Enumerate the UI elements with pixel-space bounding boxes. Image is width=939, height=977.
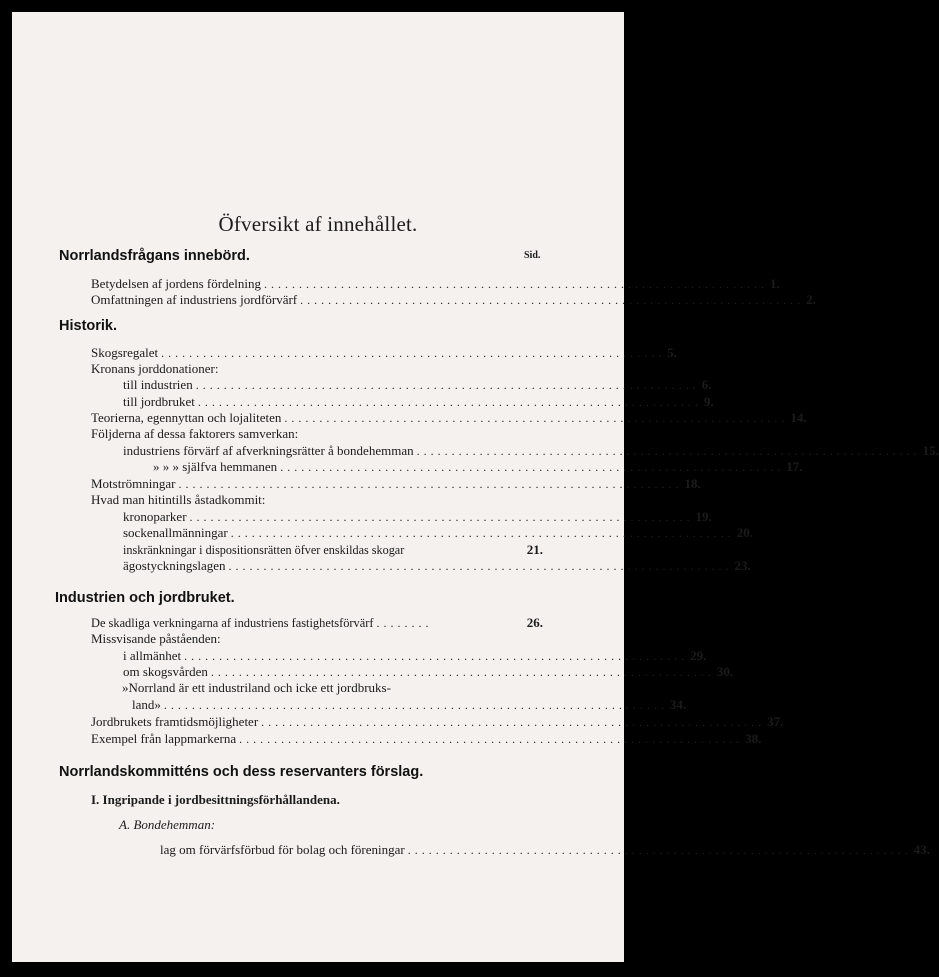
toc-subheading: Kronans jorddonationer: [91, 361, 219, 376]
toc-subheading: Hvad man hitintills åstadkommit: [91, 492, 266, 507]
entry-page: 38. [745, 731, 762, 746]
entry-page: 43. [913, 842, 930, 857]
section-heading: Norrlandskommitténs och dess reservanters förslag. [59, 764, 424, 780]
leader-dots: ........................................................................ [280, 460, 785, 474]
toc-entry [123, 558, 751, 574]
leader-dots: ........................................................................ [161, 346, 666, 360]
toc-entry [91, 292, 816, 308]
entry-label: Exempel från lappmarkerna [91, 731, 237, 746]
leader-dots: ........................................................................ [416, 444, 921, 458]
entry-label: De skadliga verkningarna af industriens fastighetsförvärf [91, 616, 374, 630]
entry-label: Motströmningar [91, 476, 176, 491]
leader-dots: ........................................................................ [197, 395, 702, 409]
leader-dots: ........................................................................ [239, 732, 744, 746]
entry-label: Skogsregalet [91, 345, 159, 360]
leader-dots: ........................................................................ [264, 277, 769, 291]
toc-entry [123, 443, 939, 459]
leader-dots: ........................................................................ [178, 477, 683, 491]
entry-page: 23. [734, 558, 751, 573]
entry-page: 26. [526, 615, 543, 630]
entry-page: 2. [806, 292, 816, 307]
entry-label: till industrien [123, 377, 193, 392]
toc-entry [91, 276, 780, 292]
entry-page: 5. [667, 345, 677, 360]
page-column-header: Sid. [524, 250, 541, 261]
toc-entry [123, 664, 734, 680]
section-heading: Norrlandsfrågans innebörd. [59, 248, 250, 264]
leader-dots: ........ [376, 616, 433, 630]
leader-dots: ........................................................................ [189, 510, 694, 524]
entry-page: 37. [767, 714, 784, 729]
entry-label: kronoparker [123, 509, 187, 524]
toc-entry [123, 377, 712, 393]
entry-label: inskränkningar i dispositionsrätten öfver enskildas skogar [123, 543, 405, 557]
entry-label: sockenallmänningar [123, 525, 228, 540]
page-title: Öfversikt af innehållet. [218, 212, 418, 236]
entry-page: 15. [922, 443, 939, 458]
entry-label: Jordbrukets framtidsmöjligheter [91, 714, 259, 729]
toc-entry [91, 714, 784, 730]
entry-page: 20. [736, 525, 753, 540]
toc-subheading: »Norrland är ett industriland och icke ett jordbruks- [122, 680, 391, 695]
document-page [12, 12, 939, 962]
entry-page: 29. [690, 648, 707, 663]
toc-entry [123, 509, 712, 525]
toc-entry [91, 615, 543, 631]
section-heading: Historik. [59, 318, 118, 334]
entry-label: om skogsvården [123, 664, 208, 679]
leader-dots: ........................................................................ [407, 843, 912, 857]
entry-page: 17. [786, 459, 803, 474]
entry-label: industriens förvärf af afverkningsrätter å bondehemman [123, 443, 414, 458]
leader-dots: ........................................................................ [184, 649, 689, 663]
entry-page: 30. [716, 664, 734, 679]
entry-label: Betydelsen af jordens fördelning [91, 276, 262, 291]
entry-label: land» [132, 697, 161, 712]
leader-dots: ........................................................................ [195, 378, 700, 392]
entry-label: lag om förvärfsförbud för bolag och föreningar [160, 842, 405, 857]
toc-entry [153, 459, 803, 475]
entry-label: till jordbruket [123, 394, 195, 409]
leader-dots: ........................................................................ [300, 293, 805, 307]
entry-label: » » » själfva hemmanen [153, 459, 278, 474]
toc-entry [160, 842, 930, 858]
entry-label: Teorierna, egennyttan och lojaliteten [91, 410, 282, 425]
entry-page: 18. [684, 476, 701, 491]
toc-entry [91, 345, 677, 361]
section-heading: Industrien och jordbruket. [55, 590, 235, 606]
toc-entry [91, 476, 701, 492]
entry-page: 6. [701, 377, 712, 392]
toc-entry [91, 731, 762, 747]
toc-entry [123, 648, 707, 664]
entry-page: 14. [790, 410, 807, 425]
toc-entry [123, 394, 714, 410]
entry-page: 21. [526, 542, 543, 557]
leader-dots: ........................................................................ [284, 411, 789, 425]
toc-subheading: Följderna af dessa faktorers samverkan: [91, 426, 299, 441]
leader-dots: ........................................................................ [230, 526, 735, 540]
entry-page: 34. [669, 697, 687, 712]
leader-dots: ........................................................................ [228, 559, 733, 573]
toc-subheading: A. Bondehemman: [119, 817, 216, 832]
entry-page: 9. [703, 394, 714, 409]
toc-entry [123, 525, 753, 541]
entry-label: Omfattningen af industriens jordförvärf [91, 292, 298, 307]
entry-page: 1. [770, 276, 780, 291]
entry-label: ägostyckningslagen [123, 558, 226, 573]
toc-entry [91, 410, 807, 426]
entry-label: i allmänhet [123, 648, 182, 663]
toc-entry [123, 542, 543, 558]
entry-page: 19. [695, 509, 712, 524]
toc-subheading: I. Ingripande i jordbesittningsförhållandena. [91, 792, 340, 807]
toc-subheading: Missvisande påståenden: [91, 631, 221, 646]
leader-dots: ........................................................................ [163, 698, 668, 712]
leader-dots: ........................................................................ [210, 665, 715, 679]
toc-entry [132, 697, 687, 713]
leader-dots: ........................................................................ [261, 715, 766, 729]
